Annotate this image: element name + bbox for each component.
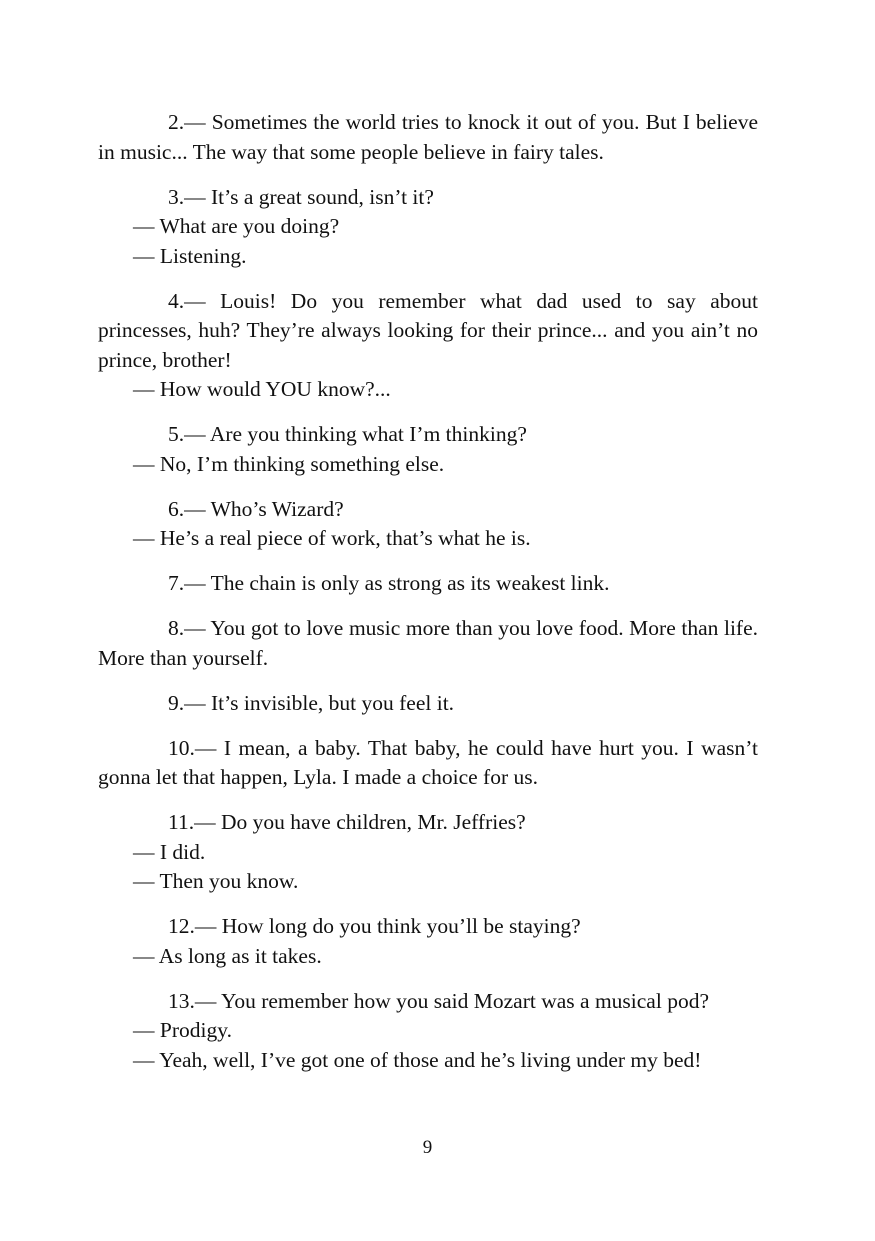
entry-reply: — Yeah, well, I’ve got one of those and he’s living under my bed! xyxy=(133,1047,702,1072)
entry-number: 13. xyxy=(168,988,195,1013)
dialogue-entry xyxy=(98,734,758,793)
entry-line: — It’s a great sound, isn’t it? xyxy=(184,184,434,209)
entry-reply: — He’s a real piece of work, that’s what he is. xyxy=(133,526,531,550)
entry-line: — Are you thinking what I’m thinking? xyxy=(184,422,527,446)
dialogue-entry xyxy=(98,808,758,897)
entry-number: 3. xyxy=(168,184,185,209)
entry-line: — The chain is only as strong as its weakest link. xyxy=(184,571,610,595)
entry-reply: — How would YOU know?... xyxy=(133,377,391,401)
entry-line: — Do you have children, Mr. Jeffries? xyxy=(194,810,526,834)
entry-reply: — I did. xyxy=(133,839,206,864)
entry-number: 7. xyxy=(168,571,185,595)
page-number: 9 xyxy=(422,1137,433,1158)
dialogue-entry xyxy=(98,614,758,673)
entry-number: 12. xyxy=(168,914,195,938)
entry-number: 9. xyxy=(168,690,185,715)
entry-line: — Sometimes the world tries to knock it out of you. But I believe in music... The way that some people believe in fairy tales. xyxy=(98,110,758,164)
entry-number: 5. xyxy=(168,422,185,446)
entry-line: — How long do you think you’ll be staying? xyxy=(194,914,581,938)
entry-reply: — As long as it takes. xyxy=(133,943,322,968)
entry-number: 11. xyxy=(168,810,195,834)
entry-reply: — No, I’m thinking something else. xyxy=(133,451,445,476)
entry-reply: — What are you doing? xyxy=(133,214,340,238)
dialogue-list xyxy=(98,108,758,1091)
dialogue-entry xyxy=(98,287,758,405)
dialogue-entry xyxy=(98,689,758,719)
dialogue-entry xyxy=(98,420,758,479)
entry-reply: — Listening. xyxy=(133,243,247,268)
entry-line: — Louis! Do you remember what dad used to say about princesses, huh? They’re always looking for their prince... and you ain’t no prince, brother! xyxy=(98,288,758,372)
entry-line: — Who’s Wizard? xyxy=(184,496,344,521)
entry-number: 8. xyxy=(168,616,185,640)
entry-line: — You got to love music more than you love food. More than life. More than yourself. xyxy=(98,616,758,670)
entry-line: — I mean, a baby. That baby, he could have hurt you. I wasn’t gonna let that happen, Lyla. I made a choice for us. xyxy=(98,735,758,789)
dialogue-entry xyxy=(98,108,758,167)
dialogue-entry xyxy=(98,495,758,554)
entry-line: — It’s invisible, but you feel it. xyxy=(184,690,455,715)
dialogue-entry xyxy=(98,183,758,272)
entry-reply: — Prodigy. xyxy=(133,1018,232,1042)
entry-number: 4. xyxy=(168,288,185,313)
entry-number: 2. xyxy=(168,110,185,134)
entry-number: 6. xyxy=(168,496,185,521)
dialogue-entry xyxy=(98,987,758,1076)
dialogue-entry xyxy=(98,912,758,971)
entry-line: — You remember how you said Mozart was a musical pod? xyxy=(194,988,709,1013)
entry-number: 10. xyxy=(168,735,195,760)
dialogue-entry xyxy=(98,569,758,599)
entry-reply: — Then you know. xyxy=(133,869,299,893)
